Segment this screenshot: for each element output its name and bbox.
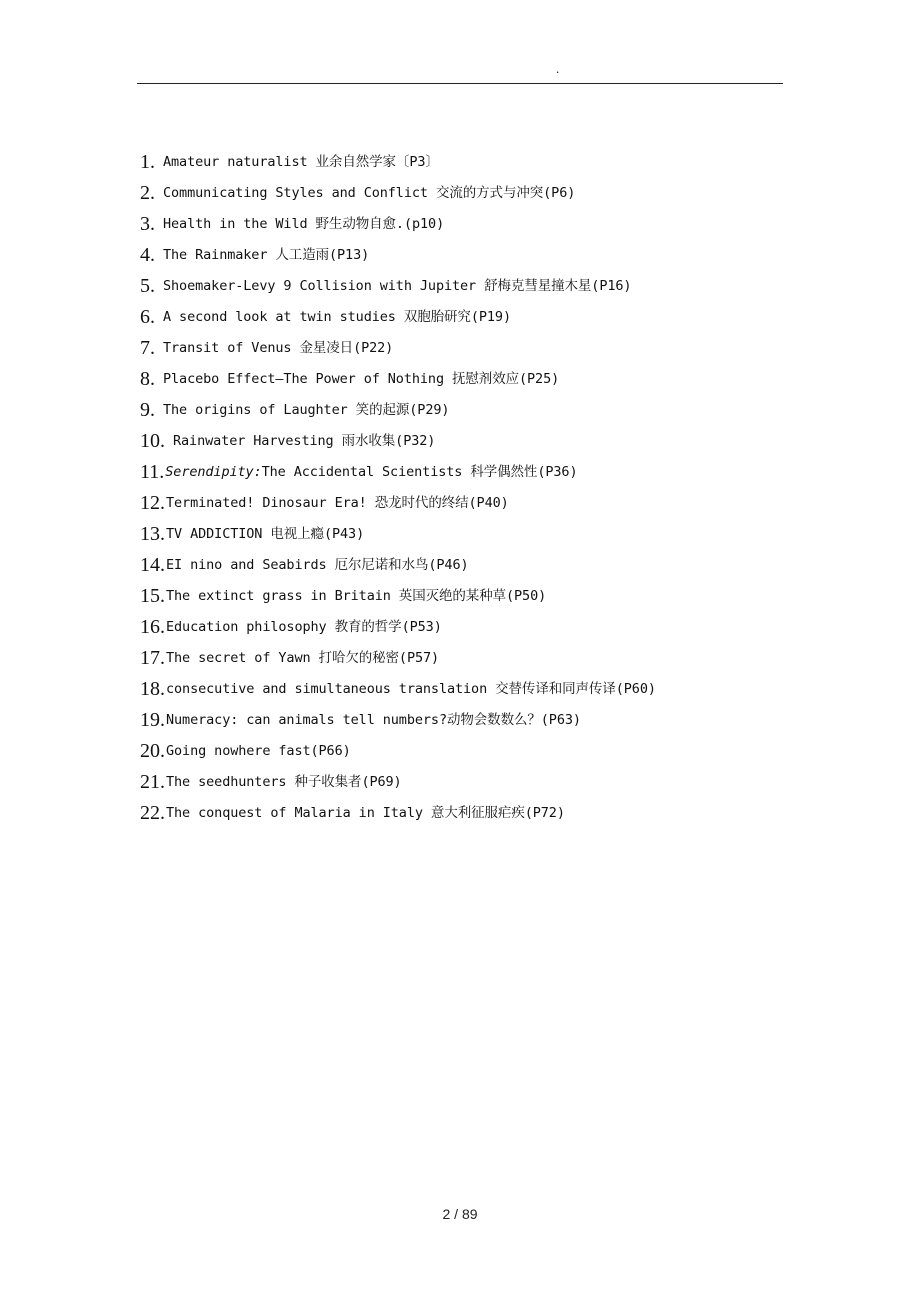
toc-number: 8. <box>140 367 155 390</box>
toc-item-22 <box>140 797 780 828</box>
toc-title: EI nino and Seabirds 厄尔尼诺和水鸟(P46) <box>166 556 469 573</box>
toc-title: Going nowhere fast(P66) <box>166 742 351 759</box>
toc-number: 3. <box>140 212 155 235</box>
toc-title: The seedhunters 种子收集者(P69) <box>166 773 402 790</box>
toc-number: 16. <box>140 615 165 638</box>
toc-number: 7. <box>140 336 155 359</box>
toc-number: 18. <box>140 677 165 700</box>
toc-title: The Rainmaker 人工造雨(P13) <box>163 246 370 263</box>
toc-title: consecutive and simultaneous translation 交替传译和同声传译(P60) <box>166 680 656 697</box>
toc-number: 22. <box>140 801 165 824</box>
toc-item-14 <box>140 549 780 580</box>
toc-number: 10. <box>140 429 165 452</box>
toc-title: The origins of Laughter 笑的起源(P29) <box>163 401 450 418</box>
toc-number: 13. <box>140 522 165 545</box>
toc-title: A second look at twin studies 双胞胎研究(P19) <box>163 308 511 325</box>
toc-title: Shoemaker-Levy 9 Collision with Jupiter 舒梅克彗星撞木星(P16) <box>163 277 632 294</box>
toc-item-17 <box>140 642 780 673</box>
toc-title: Amateur naturalist 业余自然学家〔P3〕 <box>163 153 439 170</box>
toc-title: Education philosophy 教育的哲学(P53) <box>166 618 442 635</box>
toc-number: 20. <box>140 739 165 762</box>
toc-number: 2. <box>140 181 155 204</box>
toc-title: The conquest of Malaria in Italy 意大利征服疟疾(P72) <box>166 804 565 821</box>
toc-title: Rainwater Harvesting 雨水收集(P32) <box>173 432 436 449</box>
toc-item-7 <box>140 332 780 363</box>
toc-number: 4. <box>140 243 155 266</box>
toc-item-10 <box>140 425 780 456</box>
toc-item-12 <box>140 487 780 518</box>
toc-number: 15. <box>140 584 165 607</box>
toc-number: 9. <box>140 398 155 421</box>
toc-number: 11. <box>140 460 165 483</box>
toc-number: 12. <box>140 491 165 514</box>
toc-item-2 <box>140 177 780 208</box>
toc-title: The extinct grass in Britain 英国灭绝的某种草(P50) <box>166 587 547 604</box>
toc-item-15 <box>140 580 780 611</box>
toc-number: 14. <box>140 553 165 576</box>
toc-item-1 <box>140 146 780 177</box>
toc-title: Transit of Venus 金星凌日(P22) <box>163 339 394 356</box>
table-of-contents <box>140 146 780 828</box>
toc-item-16 <box>140 611 780 642</box>
toc-number: 17. <box>140 646 165 669</box>
toc-item-6 <box>140 301 780 332</box>
toc-title: Terminated! Dinosaur Era! 恐龙时代的终结(P40) <box>166 494 509 511</box>
header-rule <box>137 83 783 84</box>
toc-item-21 <box>140 766 780 797</box>
toc-title: The secret of Yawn 打哈欠的秘密(P57) <box>166 649 440 666</box>
toc-number: 1. <box>140 150 155 173</box>
page-number: 2 / 89 <box>442 1206 478 1222</box>
toc-title: TV ADDICTION 电视上瘾(P43) <box>166 525 365 542</box>
toc-title: The Accidental Scientists 科学偶然性(P36) <box>261 463 578 480</box>
toc-item-19 <box>140 704 780 735</box>
toc-number: 21. <box>140 770 165 793</box>
toc-title: Health in the Wild 野生动物自愈.(p10) <box>163 215 445 232</box>
toc-number: 5. <box>140 274 155 297</box>
toc-title: Numeracy: can animals tell numbers?动物会数数么？(P63) <box>166 711 581 728</box>
toc-item-8 <box>140 363 780 394</box>
toc-item-9 <box>140 394 780 425</box>
toc-title-italic: Serendipity: <box>165 463 262 480</box>
header-mark: . <box>556 61 560 76</box>
toc-item-20 <box>140 735 780 766</box>
toc-item-18 <box>140 673 780 704</box>
toc-item-11 <box>140 456 780 487</box>
toc-title: Communicating Styles and Conflict 交流的方式与冲突(P6) <box>163 184 576 201</box>
toc-item-13 <box>140 518 780 549</box>
toc-title: Placebo Effect—The Power of Nothing 抚慰剂效应(P25) <box>163 370 560 387</box>
toc-number: 19. <box>140 708 165 731</box>
toc-item-4 <box>140 239 780 270</box>
toc-item-3 <box>140 208 780 239</box>
toc-item-5 <box>140 270 780 301</box>
toc-number: 6. <box>140 305 155 328</box>
